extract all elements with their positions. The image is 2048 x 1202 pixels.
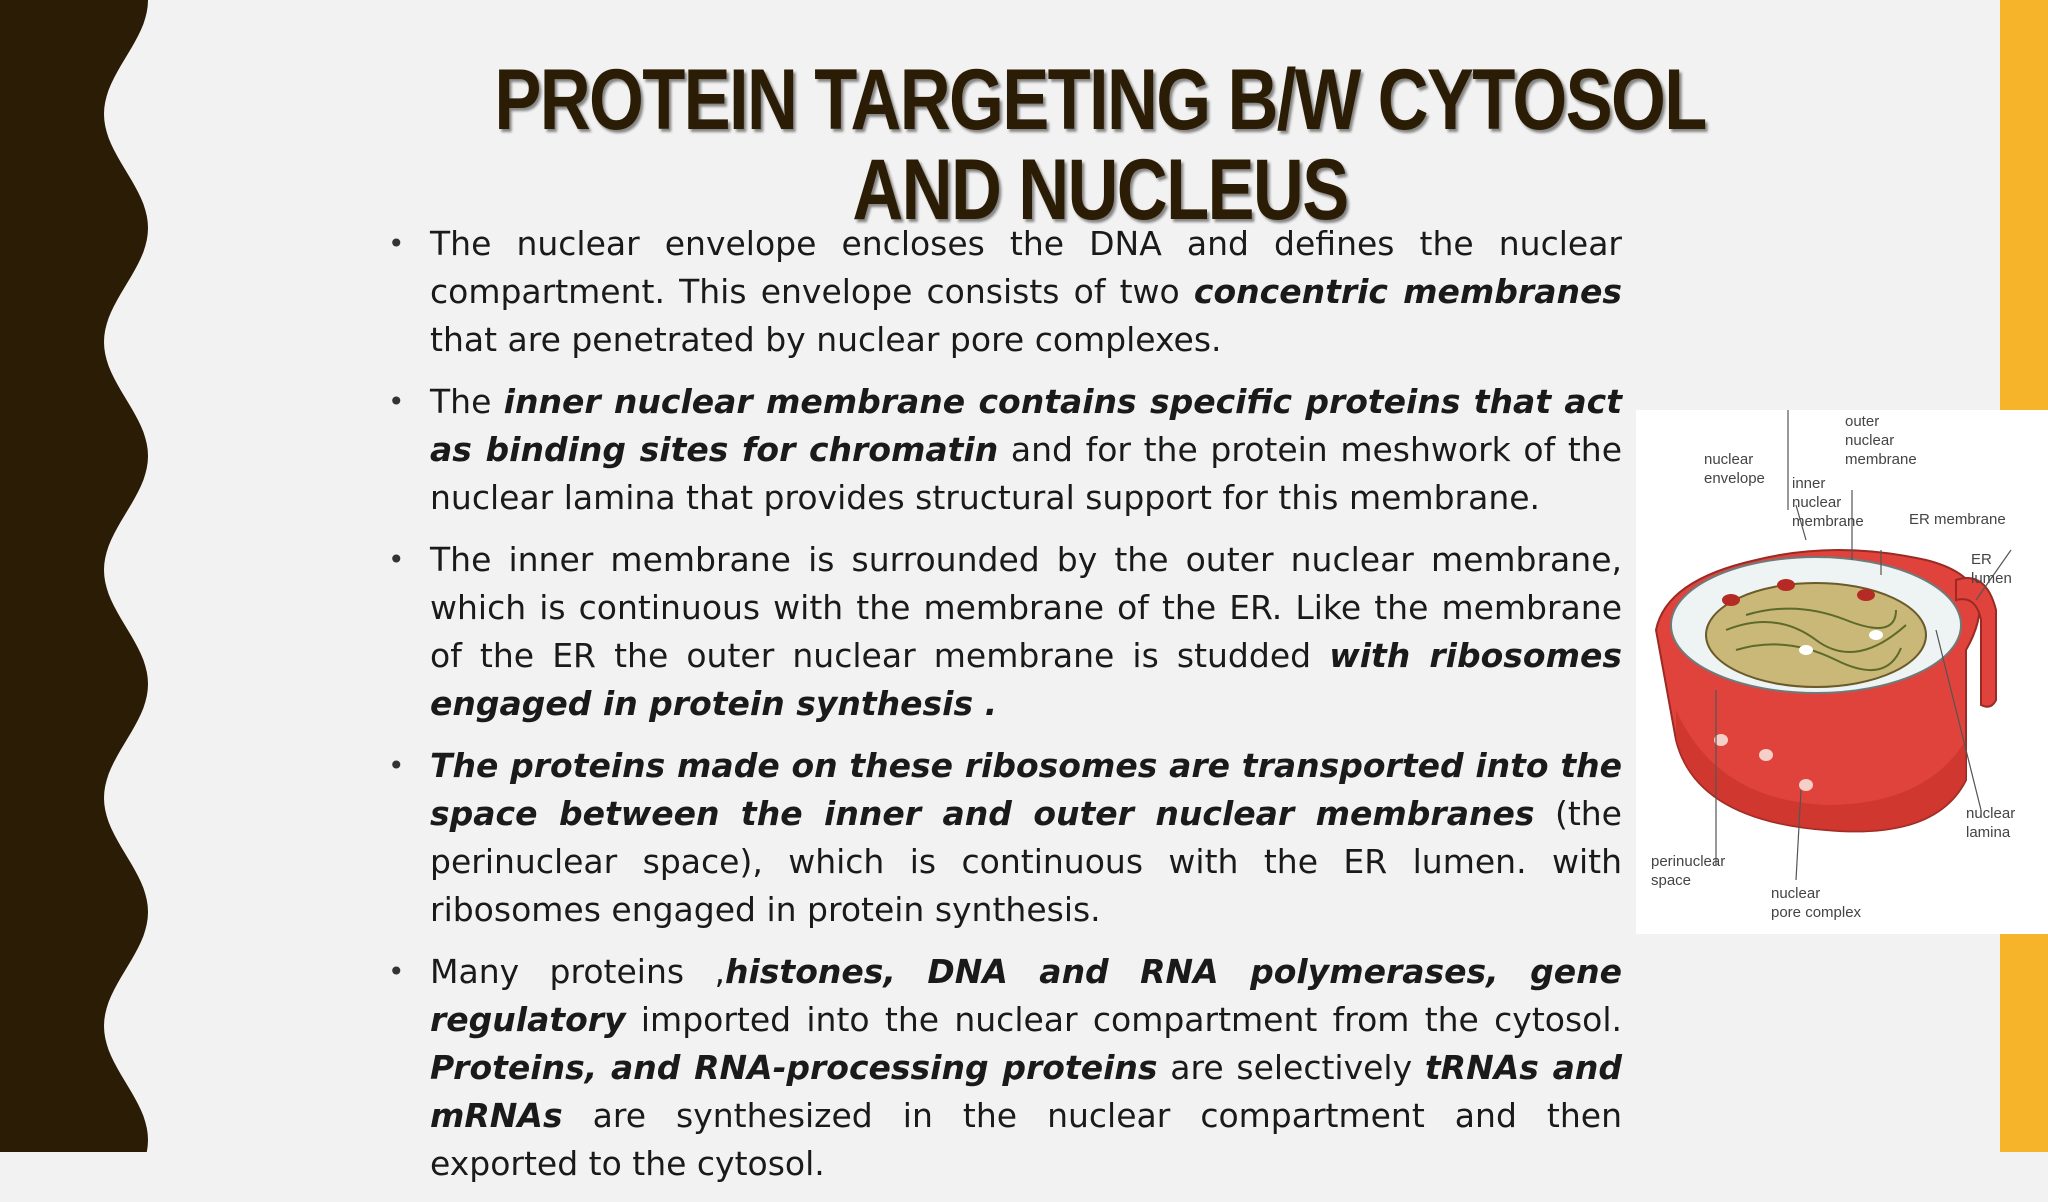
body-text: Many proteins , bbox=[430, 952, 725, 991]
body-text: are synthesized in the nuclear compartment and then exported to the cytosol. bbox=[430, 1096, 1622, 1183]
emphasis-text: with ribosomes engaged in protein synthesis . bbox=[430, 636, 1622, 723]
label-outer-nuclear-membrane: outer nuclear membrane bbox=[1845, 413, 1917, 468]
body-text: imported into the nuclear compartment from the cytosol. bbox=[625, 1000, 1622, 1039]
body-text: (the perinuclear space), which is continuous with the ER lumen. with ribosomes engaged in protein synthesis. bbox=[430, 794, 1622, 929]
bullet-list bbox=[380, 220, 1622, 1202]
slide-title: PROTEIN TARGETING B/W CYTOSOL AND NUCLEUS bbox=[494, 52, 1706, 238]
bullet-icon: • bbox=[388, 543, 405, 576]
emphasis-text: tRNAs and mRNAs bbox=[430, 1048, 1623, 1135]
nuclear-envelope-diagram bbox=[1636, 410, 2048, 934]
body-text: The nuclear envelope encloses the DNA and defines the nuclear compartment. This envelope consists of two bbox=[430, 224, 1622, 311]
label-er-membrane: ER membrane bbox=[1909, 511, 2006, 528]
label-nuclear-lamina: nuclear lamina bbox=[1966, 805, 2016, 841]
label-nuclear-envelope: nuclear envelope bbox=[1704, 451, 1765, 487]
label-inner-nuclear-membrane: inner nuclear membrane bbox=[1792, 475, 1864, 530]
bullet-text bbox=[430, 746, 1622, 929]
body-text: and for the protein meshwork of the nuclear lamina that provides structural support for this membrane. bbox=[430, 430, 1622, 517]
bullet-icon: • bbox=[388, 749, 405, 782]
bullet-item bbox=[380, 948, 1622, 1188]
bullet-item bbox=[380, 742, 1622, 934]
bullet-icon: • bbox=[388, 955, 405, 988]
bullet-item bbox=[380, 378, 1622, 522]
decorative-wavy-band bbox=[0, 0, 160, 1152]
bullet-text bbox=[430, 540, 1622, 723]
emphasis-text: The proteins made on these ribosomes are transported into the space between the inner and outer nuclear membranes bbox=[430, 746, 1622, 833]
bullet-icon: • bbox=[388, 227, 405, 260]
emphasis-text: Proteins, and RNA-processing proteins bbox=[430, 1048, 1158, 1087]
label-perinuclear-space: perinuclear space bbox=[1651, 853, 1726, 889]
body-text: that are penetrated by nuclear pore complexes. bbox=[430, 320, 1222, 359]
label-er-lumen: ER lumen bbox=[1971, 551, 2012, 587]
emphasis-text: concentric membranes bbox=[1193, 272, 1622, 311]
bullet-item bbox=[380, 536, 1622, 728]
emphasis-text: inner nuclear membrane contains specific proteins that act as binding sites for chromatin bbox=[430, 382, 1622, 469]
bullet-item bbox=[380, 220, 1622, 364]
emphasis-text: histones, DNA and RNA polymerases, gene regulatory bbox=[430, 952, 1622, 1039]
bullet-icon: • bbox=[388, 385, 405, 418]
bullet-text bbox=[430, 224, 1622, 359]
body-text: The inner membrane is surrounded by the outer nuclear membrane, which is continuous with the membrane of the ER. Like the membrane of the ER the outer nuclear membrane is studded bbox=[430, 540, 1622, 675]
body-text: The bbox=[430, 382, 504, 421]
body-text: are selectively bbox=[1157, 1048, 1425, 1087]
bullet-text bbox=[430, 382, 1622, 517]
bullet-text bbox=[430, 952, 1622, 1183]
label-nuclear-pore-complex: nuclear pore complex bbox=[1771, 885, 1862, 921]
